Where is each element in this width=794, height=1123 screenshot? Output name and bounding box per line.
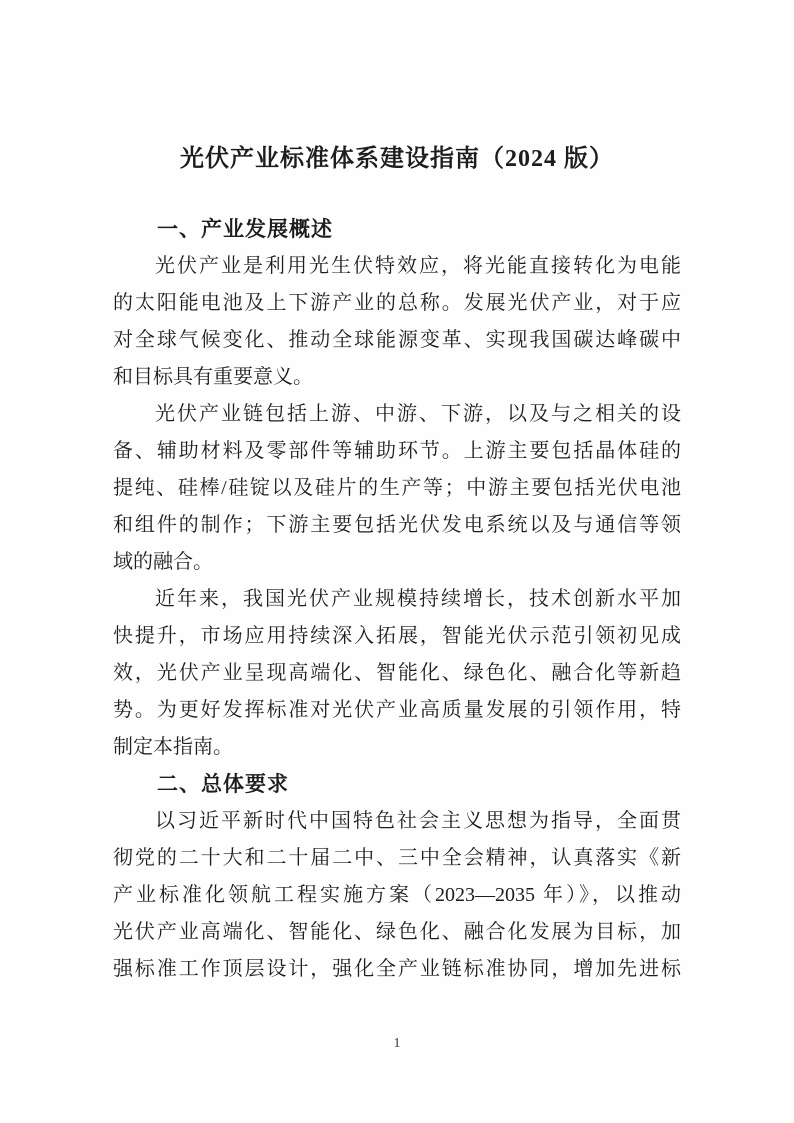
- paragraph-line: 强标准工作顶层设计，强化全产业链标准协同，增加先进标: [113, 958, 681, 980]
- paragraph-line: 光伏产业高端化、智能化、绿色化、融合化发展为目标，加: [113, 921, 681, 943]
- page-number: 1: [393, 1036, 401, 1051]
- paragraph-line: 和目标具有重要意义。: [113, 366, 313, 388]
- paragraph-line: 光伏产业是利用光生伏特效应，将光能直接转化为电能: [155, 255, 681, 277]
- paragraph-line: 快提升，市场应用持续深入拓展，智能光伏示范引领初见成: [113, 625, 681, 647]
- paragraph-line: 备、辅助材料及零部件等辅助环节。上游主要包括晶体硅的: [113, 440, 681, 462]
- paragraph-line: 和组件的制作；下游主要包括光伏发电系统以及与通信等领: [113, 514, 681, 536]
- paragraph-line: 产业标准化领航工程实施方案（2023—2035 年）》，以推动: [113, 884, 681, 906]
- section-heading-2: 二、总体要求: [157, 773, 289, 796]
- paragraph-line: 的太阳能电池及上下游产业的总称。发展光伏产业，对于应: [113, 292, 681, 314]
- paragraph-line: 提纯、硅棒/硅锭以及硅片的生产等；中游主要包括光伏电池: [113, 477, 681, 499]
- paragraph-line: 近年来，我国光伏产业规模持续增长，技术创新水平加: [155, 588, 681, 610]
- paragraph-line: 势。为更好发挥标准对光伏产业高质量发展的引领作用，特: [113, 699, 681, 721]
- paragraph-line: 制定本指南。: [113, 736, 233, 758]
- paragraph-line: 以习近平新时代中国特色社会主义思想为指导，全面贯: [155, 810, 681, 832]
- paragraph-line: 对全球气候变化、推动全球能源变革、实现我国碳达峰碳中: [113, 329, 681, 351]
- document-title: 光伏产业标准体系建设指南（2024 版）: [180, 146, 614, 172]
- section-heading-1: 一、产业发展概述: [157, 218, 333, 241]
- paragraph-line: 效，光伏产业呈现高端化、智能化、绿色化、融合化等新趋: [113, 662, 681, 684]
- paragraph-line: 光伏产业链包括上游、中游、下游，以及与之相关的设: [155, 403, 681, 425]
- paragraph-line: 域的融合。: [113, 551, 213, 573]
- document-body: [113, 211, 681, 988]
- paragraph-line: 彻党的二十大和二十届二中、三中全会精神，认真落实《新: [113, 847, 681, 869]
